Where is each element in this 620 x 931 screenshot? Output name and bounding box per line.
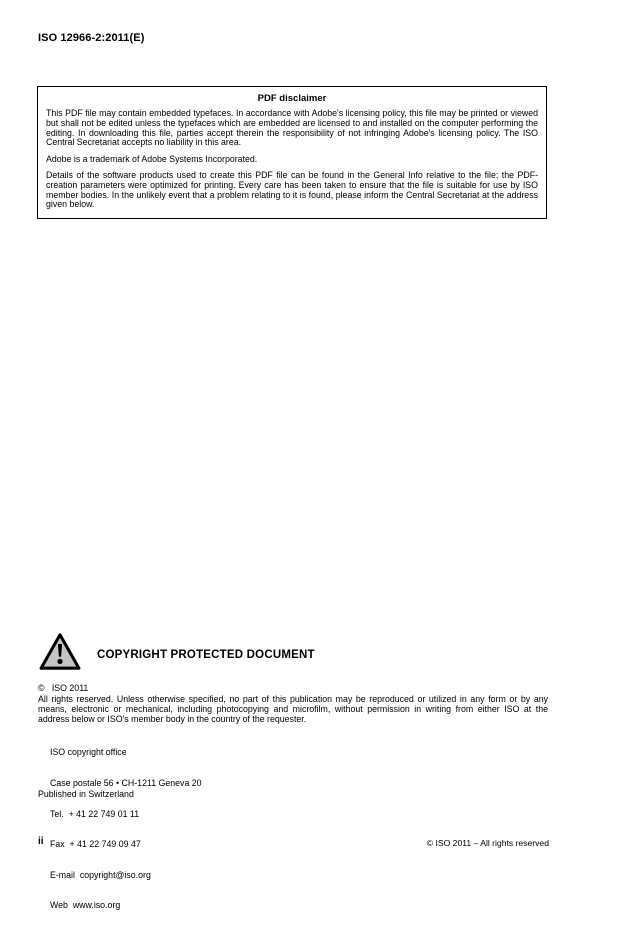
disclaimer-paragraph-1: This PDF file may contain embedded typefaces. In accordance with Adobe's licensing policy, this file may be printed or viewed but shall not be edited unless the typefaces which are embedded are licensed to and installed on the computer performing the editing. In downloading this file, parties accept therein the responsibility of not infringing Adobe's licensing policy. The ISO Central Secretariat accepts no liability in this area. [46, 108, 538, 148]
copyright-protected-heading: COPYRIGHT PROTECTED DOCUMENT [97, 649, 315, 661]
page-title: ISO 12966-2:2011(E) [38, 32, 145, 44]
address-line-fax: Fax + 41 22 749 09 47 [50, 839, 141, 850]
rights-reserved-text: All rights reserved. Unless otherwise specified, no part of this publication may be reproduced or utilized in any form or by any means, electronic or mechanical, including photocopying and microfilm, without permission in writing from either ISO at the address below or ISO's member body in the country of the requester. [38, 694, 548, 724]
warning-triangle-icon [38, 631, 82, 672]
address-line-office: ISO copyright office [50, 747, 127, 758]
copyright-year-line: © ISO 2011 [38, 683, 89, 693]
published-line: Published in Switzerland [38, 789, 134, 799]
footer-page-number: ii [38, 836, 44, 847]
disclaimer-title: PDF disclaimer [257, 93, 327, 104]
address-line-tel: Tel. + 41 22 749 01 11 [50, 808, 140, 819]
disclaimer-paragraph-3: Details of the software products used to create this PDF file can be found in the General Info relative to the file; the PDF-creation parameters were optimized for printing. Every care has been taken to ensure that the file is suitable for use by ISO member bodies. In the unlikely event that a problem relating to it is found, please inform the Central Secretariat at the address given below. [46, 169, 538, 210]
address-line-email: E-mail copyright@iso.org [50, 869, 151, 880]
iso-address-block [50, 727, 202, 931]
disclaimer-paragraph-2: Adobe is a trademark of Adobe Systems Incorporated. [46, 153, 258, 164]
address-line-web: Web www.iso.org [50, 900, 121, 911]
footer-copyright-notice: © ISO 2011 – All rights reserved [426, 838, 549, 848]
address-line-postal: Case postale 56 • CH-1211 Geneva 20 [50, 778, 202, 789]
pdf-disclaimer-box [37, 86, 547, 219]
